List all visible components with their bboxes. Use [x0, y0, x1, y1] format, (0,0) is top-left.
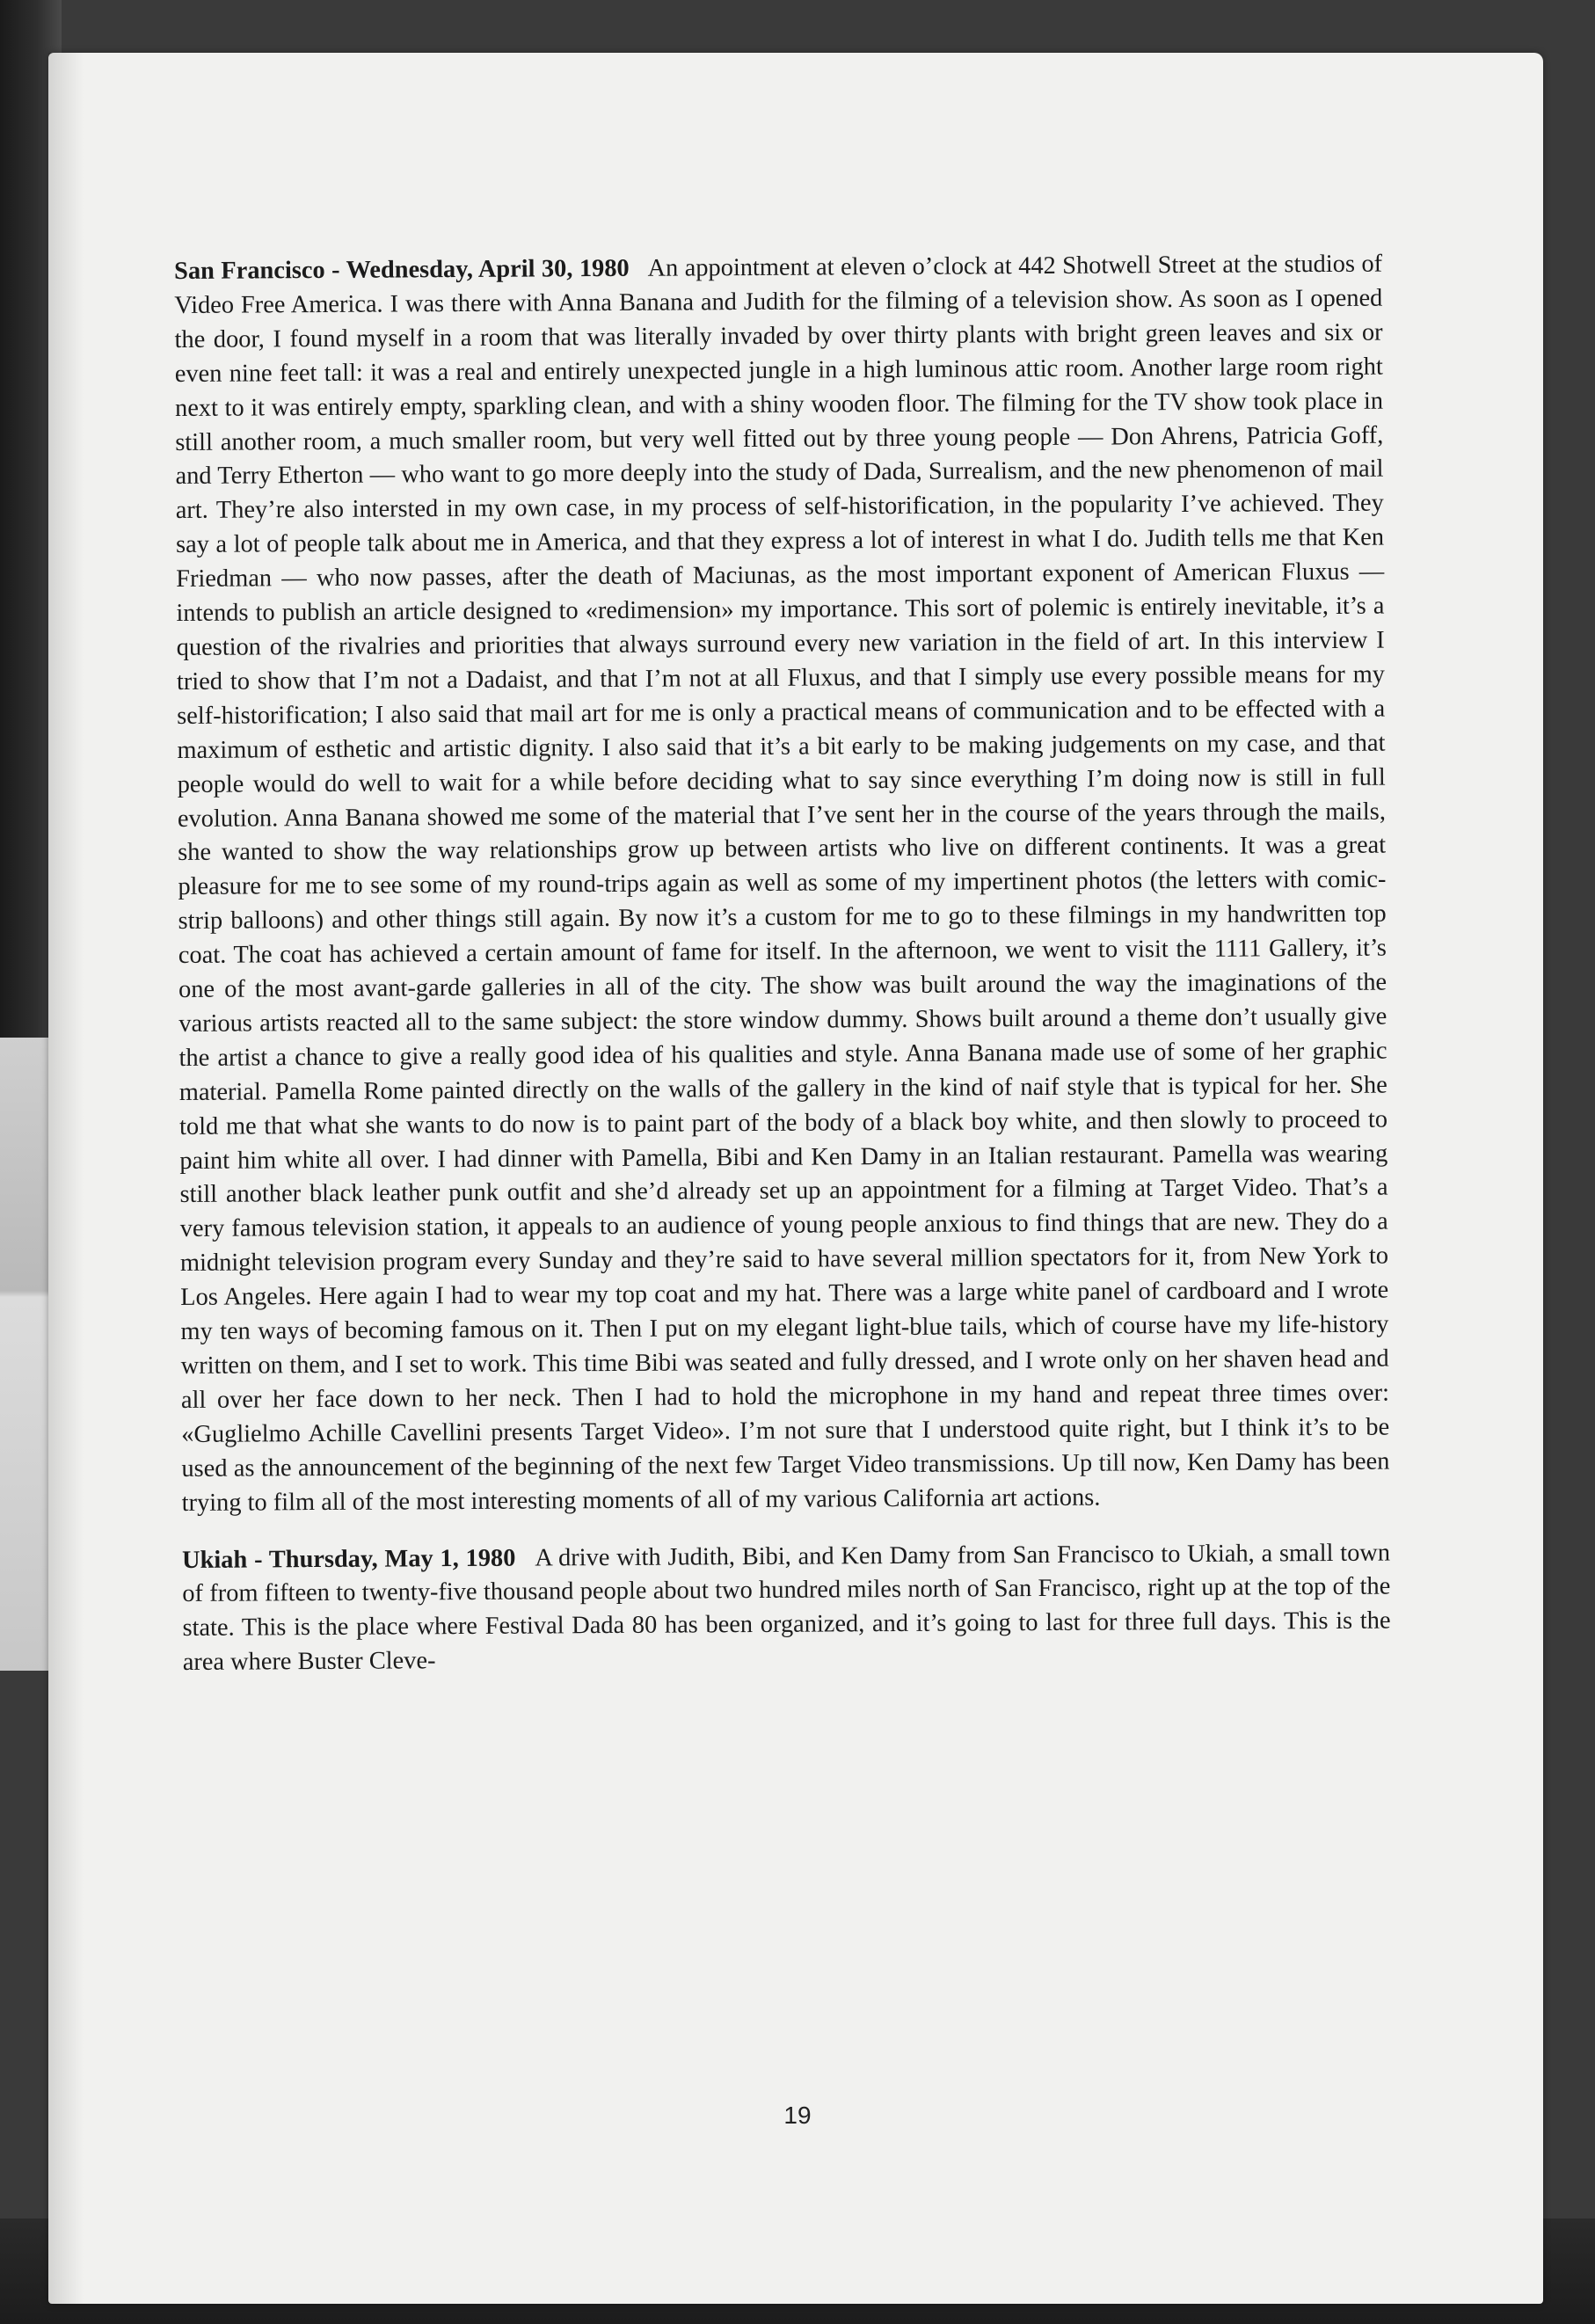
page-gutter-shadow: [48, 53, 84, 2304]
entry-heading: San Francisco - Wednesday, April 30, 1980: [174, 254, 630, 285]
entry-body: An appointment at eleven o’clock at 442 Shotwell Street at the studios of Video Free America. I was there with Anna Banana and Judith for the filming of a television show. As soon as I opened the door, I found myself in a room that was literally invaded by over thirty plants with bright green leaves and six or even nine feet tall: it was a real and entirely unexpected jungle in a high luminous attic room. Another large room right next to it was entirely empty, sparkling clean, and with a shiny wooden floor. The filming for the TV show took place in still another room, a much smaller room, but very well fitted out by three young people — Don Ahrens, Patricia Goff, and Terry Etherton — who want to go more deeply into the study of Dada, Surrealism, and the new phenomenon of mail art. They’re also intersted in my own case, in my process of self-historification, in the popularity I’ve achieved. They say a lot of people talk about me in America, and that they express a lot of interest in what I do. Judith tells me that Ken Friedman — who now passes, after the death of Maciunas, as the most important exponent of American Fluxus — intends to publish an article designed to «redimension» my importance. This sort of polemic is entirely inevitable, it’s a question of the rivalries and priorities that always surround every new variation in the field of art. In this interview I tried to show that I’m not a Dadaist, and that I’m not at all Fluxus, and that I simply use every possible means for my self-historification; I also said that mail art for me is only a practical means of communication and to be effected with a maximum of esthetic and artistic dignity. I also said that it’s a bit early to be making judgements on my case, and that people would do well to wait for a while before deciding what to say since everything I’m doing now is still in full evolution. Anna Banana showed me some of the material that I’ve sent her in the course of the years through the mails, she wanted to show the way relationships grow up between artists who live on different continents. It was a great pleasure for me to see some of my round-trips again as well as some of my impertinent photos (the letters with comic-strip balloons) and other things still again. By now it’s a custom for me to go to these filmings in my handwritten top coat. The coat has achieved a certain amount of fame for itself. In the afternoon, we went to visit the 1111 Gallery, it’s one of the most avant-garde galleries in all of the city. The show was built around the way the imaginations of the various artists reacted all to the same subject: the store window dummy. Shows built around a theme don’t usually give the artist a chance to give a really good idea of his qualities and style. Anna Banana made use of some of her graphic material. Pamella Rome painted directly on the walls of the gallery in the kind of naif style that is typical for her. She told me that what she wants to do now is to paint part of the body of a black boy white, and then slowly to proceed to paint him white all over. I had dinner with Pamella, Bibi and Ken Damy in an Italian restaurant. Pamella was wearing still another black leather punk outfit and she’d already set up an appointment for a filming at Target Video. That’s a very famous television station, it appeals to an audience of young people anxious to find things that are new. They do a midnight television program every Sunday and they’re said to have several million spectators for it, from New York to Los Angeles. Here again I had to wear my top coat and my hat. There was a large white panel of cardboard and I wrote my ten ways of becoming famous on it. Then I put on my elegant light-blue tails, which of course have my life-history written on them, and I set to work. This time Bibi was seated and fully dressed, and I wrote only on her shaven head and all over her face down to her neck. Then I had to hold the microphone in my hand and repeat three times over: «Guglielmo Achille Cavellini presents Target Video». I’m not sure that I understood quite right, but I think it’s to be used as the announcement of the beginning of the next few Target Video transmissions. Up till now, Ken Damy has been trying to film all of the most interesting moments of all of my various California art actions.: [174, 250, 1390, 1517]
entry-body: A drive with Judith, Bibi, and Ken Damy from San Francisco to Ukiah, a small town of from fifteen to twenty-five thousand people about two hundred miles north of San Francisco, right up at the top of the state. This is the place where Festival Dada 80 has been organized, and it’s going to last for three full days. This is the area where Buster Cleve-: [182, 1539, 1391, 1677]
diary-entry-ukiah: [182, 1536, 1391, 1680]
entry-heading: Ukiah - Thursday, May 1, 1980: [181, 1544, 516, 1574]
page-number: 19: [783, 2102, 812, 2129]
diary-entry-san-francisco: [174, 248, 1390, 1521]
page-text-block: [174, 248, 1391, 1704]
